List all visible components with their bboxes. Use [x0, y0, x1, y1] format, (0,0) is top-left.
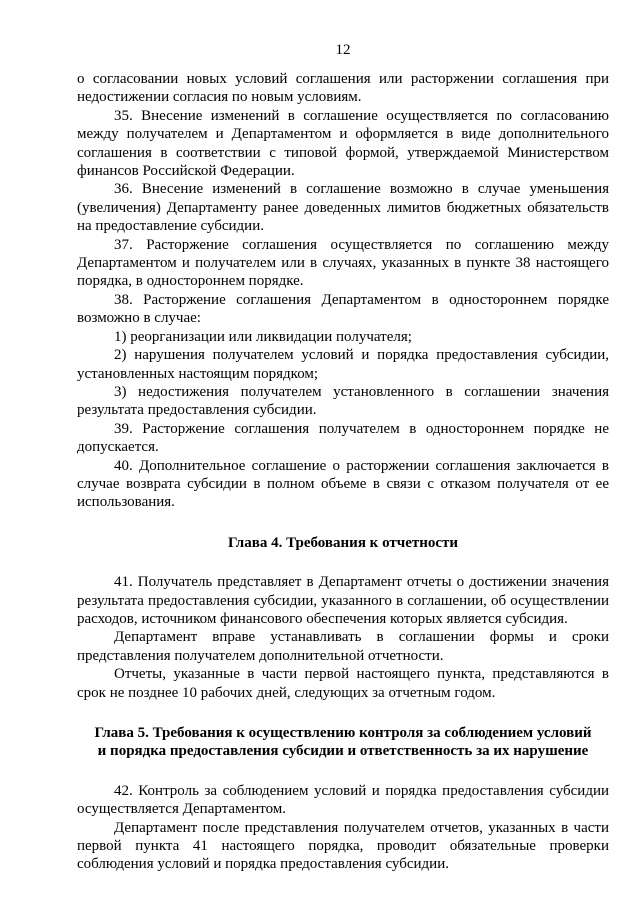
paragraph-40: 40. Дополнительное соглашение о расторжении соглашения заключается в случае возврата субсидии в полном объеме в связи с отказом получателя от ее использования. [77, 457, 609, 511]
page-number: 12 [335, 42, 351, 58]
paragraph-continuation: о согласовании новых условий соглашения или расторжении соглашения при недостижении согласия по новым условиям. [77, 71, 609, 106]
list-item-38-1: 1) реорганизации или ликвидации получателя; [114, 328, 412, 345]
section-top-paragraphs [77, 70, 609, 512]
chapter-4-heading: Глава 4. Требования к отчетности [227, 534, 459, 551]
chapter-4-body [77, 573, 609, 702]
paragraph-41-part-2: Департамент вправе устанавливать в соглашении формы и сроки представления получателем дополнительной отчетности. [77, 629, 609, 664]
chapter-5-heading-line-1: Глава 5. Требования к осуществлению контроля за соблюдением условий [94, 725, 592, 741]
paragraph-36: 36. Внесение изменений в соглашение возможно в случае уменьшения (увеличения) Департаменту ранее доведенных лимитов бюджетных обязательств на предоставление субсидии. [77, 181, 609, 235]
paragraph-35: 35. Внесение изменений в соглашение осуществляется по согласованию между получателем и Департаментом и оформляется в виде дополнительного соглашения в соответствии с типовой формой, утверждаемой Министерством финансов Российской Федерации. [77, 107, 609, 180]
chapter-5-heading [77, 724, 609, 761]
paragraph-41-part-3: Отчеты, указанные в части первой настоящего пункта, представляются в срок не позднее 10 рабочих дней, следующих за отчетным годом. [77, 666, 609, 701]
paragraph-41: 41. Получатель представляет в Департамент отчеты о достижении значения результата предоставления субсидии, указанного в соглашении, об осуществлении расходов, источником финансового обеспечения которых является субсидия. [77, 574, 609, 627]
paragraph-37: 37. Расторжение соглашения осуществляется по соглашению между Департаментом и получателем или в случаях, указанных в пункте 38 настоящего порядка, в одностороннем порядке. [77, 236, 609, 290]
paragraph-42-part-2: Департамент после представления получателем отчетов, указанных в части первой пункта 41 настоящего порядка, проводит обязательные проверки соблюдения условий и порядка предоставления субсидии. [77, 819, 609, 873]
list-item-38-2: 2) нарушения получателем условий и порядка предоставления субсидии, установленных настоящим порядком; [77, 347, 609, 382]
document-page [77, 40, 609, 874]
chapter-5-body [77, 782, 609, 874]
paragraph-42: 42. Контроль за соблюдением условий и порядка предоставления субсидии осуществляется Департаментом. [77, 782, 609, 818]
chapter-5-heading-line-2: и порядка предоставления субсидии и ответственность за их нарушение [97, 743, 589, 760]
list-item-38-3: 3) недостижения получателем установленного в соглашении значения результата предоставления субсидии. [77, 383, 609, 419]
paragraph-39: 39. Расторжение соглашения получателем в одностороннем порядке не допускается. [77, 420, 609, 456]
paragraph-38: 38. Расторжение соглашения Департаментом в одностороннем порядке возможно в случае: [77, 291, 609, 327]
